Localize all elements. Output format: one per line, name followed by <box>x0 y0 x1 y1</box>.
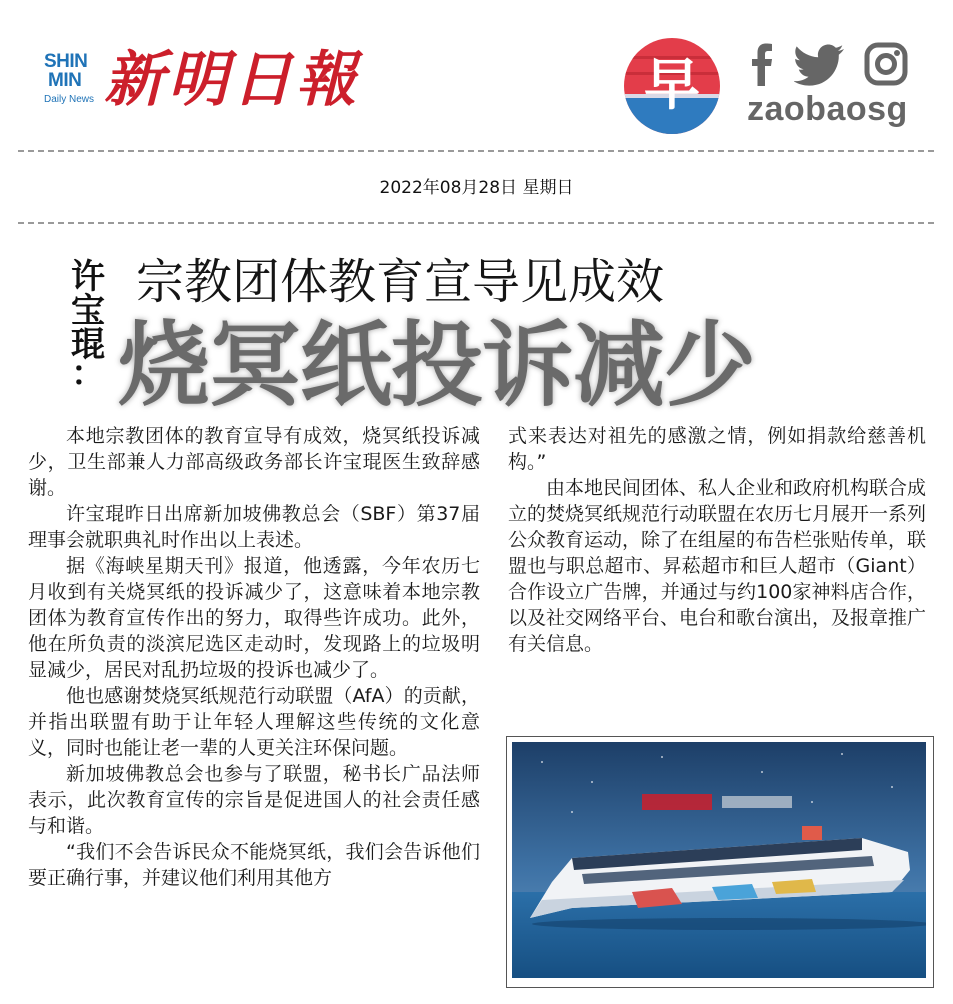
shinmin-logo-shin: SHIN <box>44 51 88 72</box>
article-paragraph: 新加坡佛教总会也参与了联盟，秘书长广品法师表示，此次教育宣传的宗旨是促进国人的社会责任感与和谐。 <box>28 763 480 837</box>
article-left-column <box>28 423 480 966</box>
article-paragraph: 据《海峡星期天刊》报道，他透露，今年农历七月收到有关烧冥纸的投诉减少了，这意味着本地宗教团体为教育宣传作出的努力，取得些许成功。此外，他在所负责的淡滨尼选区走动时，发现路上的垃圾明显减少，居民对乱扔垃圾的投诉也减少了。 <box>28 555 480 681</box>
instagram-icon[interactable] <box>864 42 908 86</box>
article-paragraph: “我们不会告诉民众不能烧冥纸，我们会告诉他们要正确行事，并建议他们利用其他方 <box>28 841 480 889</box>
headline-byline <box>66 257 110 365</box>
cruise-ship-photo <box>512 742 926 978</box>
article-paragraph: 许宝琨昨日出席新加坡佛教总会（SBF）第37届理事会就职典礼时作出以上表述。 <box>28 503 480 551</box>
article-paragraph: 他也感谢焚烧冥纸规范行动联盟（AfA）的贡献，并指出联盟有助于让年轻人理解这些传统的文化意义，同时也能让老一辈的人更关注环保问题。 <box>28 685 480 759</box>
headline-byline-colon: ： <box>71 354 105 394</box>
byline-char: 宝 <box>71 291 105 331</box>
shinmin-logo-min: MIN <box>48 70 82 91</box>
article-right-column <box>508 423 926 657</box>
byline-char: 琨 <box>71 325 105 365</box>
article-paragraph: 由本地民间团体、私人企业和政府机构联合成立的焚烧冥纸规范行动联盟在农历七月展开一系列公众教育运动，除了在组屋的布告栏张贴传单，联盟也与职总超市、昇菘超市和巨人超市（Giant）合作设立广告牌，并通过与约100家神料店合作，以及社交网络平台、电台和歌台演出，及报章推广有关信息。 <box>508 477 927 655</box>
shinmin-logo-daily-news: Daily News <box>44 94 95 105</box>
facebook-icon[interactable] <box>750 42 774 86</box>
twitter-icon[interactable] <box>794 42 846 86</box>
headline-main: 烧冥纸投诉减少 <box>118 312 756 419</box>
zaobao-logo-glyph: 早 <box>644 53 700 118</box>
zaobao-handle[interactable]: zaobaosg <box>747 90 908 128</box>
shinmin-logo-chinese: 新明日報 <box>104 45 360 115</box>
date-separator <box>18 222 934 224</box>
header-separator <box>18 150 934 152</box>
article-paragraph: 本地宗教团体的教育宣导有成效，烧冥纸投诉减少，卫生部兼人力部高级政务部长许宝琨医生致辞感谢。 <box>28 425 480 499</box>
headline-subtitle: 宗教团体教育宣导见成效 <box>136 254 665 310</box>
publication-date: 2022年08月28日 星期日 <box>379 178 574 198</box>
byline-char: 许 <box>71 257 105 297</box>
article-paragraph-continued: 式来表达对祖先的感激之情，例如捐款给慈善机构。” <box>508 425 926 473</box>
